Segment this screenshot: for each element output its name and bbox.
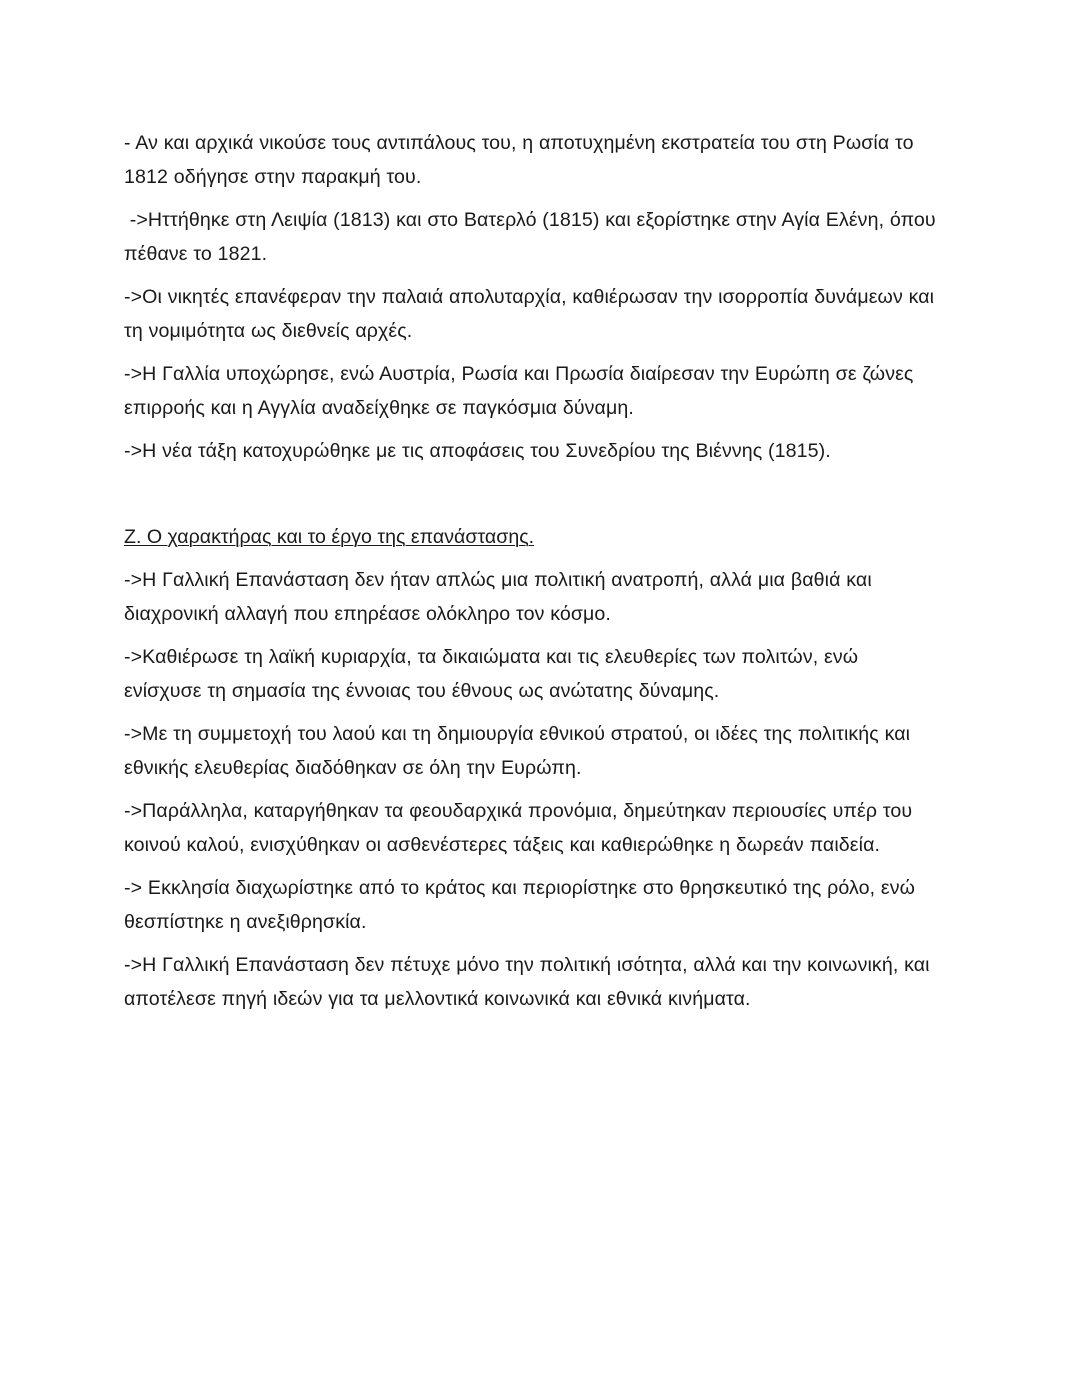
- section-heading-z: [124, 520, 936, 554]
- paragraph-revolution-deep-change: ->Η Γαλλική Επανάσταση δεν ήταν απλώς μια πολιτική ανατροπή, αλλά μια βαθιά και διαχρονική αλλαγή που επηρέασε ολόκληρο τον κόσμο.: [124, 569, 878, 625]
- paragraph-france-retreat-powers: ->Η Γαλλία υποχώρησε, ενώ Αυστρία, Ρωσία και Πρωσία διαίρεσαν την Ευρώπη σε ζώνες επιρροής και η Αγγλία αναδείχθηκε σε παγκόσμια δύναμη.: [124, 363, 920, 419]
- paragraph-popular-sovereignty-rights: ->Καθιέρωσε τη λαϊκή κυριαρχία, τα δικαιώματα και τις ελευθερίες των πολιτών, ενώ ενίσχυσε τη σημασία της έννοιας του έθνους ως ανώτατης δύναμης.: [124, 646, 864, 702]
- paragraph-leipzig-waterloo-exile: ->Ηττήθηκε στη Λειψία (1813) και στο Βατερλό (1815) και εξορίστηκε στην Αγία Ελένη, όπου πέθανε το 1821.: [124, 209, 942, 265]
- paragraph-church-state-separation: -> Εκκλησία διαχωρίστηκε από το κράτος και περιορίστηκε στο θρησκευτικό της ρόλο, ενώ θεσπίστηκε η ανεξιθρησκία.: [124, 877, 921, 933]
- paragraph-national-army-ideas-spread: ->Με τη συμμετοχή του λαού και τη δημιουργία εθνικού στρατού, οι ιδέες της πολιτικής και εθνικής ελευθερίας διαδόθηκαν σε όλη την Ευρώπη.: [124, 723, 916, 779]
- paragraph-feudal-privileges-abolished: ->Παράλληλα, καταργήθηκαν τα φεουδαρχικά προνόμια, δημεύτηκαν περιουσίες υπέρ του κοινού καλού, ενισχύθηκαν οι ασθενέστερες τάξεις και καθιερώθηκε η δωρεάν παιδεία.: [124, 800, 918, 856]
- section-heading-z-text: Ζ. Ο χαρακτήρας και το έργο της επανάστασης.: [124, 526, 535, 548]
- paragraph-congress-of-vienna: ->Η νέα τάξη κατοχυρώθηκε με τις αποφάσεις του Συνεδρίου της Βιέννης (1815).: [124, 440, 831, 462]
- paragraph-napoleon-decline: - Αν και αρχικά νικούσε τους αντιπάλους του, η αποτυχημένη εκστρατεία του στη Ρωσία το 1812 οδήγησε στην παρακμή του.: [124, 132, 920, 188]
- paragraph-political-social-equality: ->Η Γαλλική Επανάσταση δεν πέτυχε μόνο την πολιτική ισότητα, αλλά και την κοινωνική, και αποτέλεσε πηγή ιδεών για τα μελλοντικά κοινωνικά και εθνικά κινήματα.: [124, 954, 936, 1010]
- paragraph-victors-restoration: ->Οι νικητές επανέφεραν την παλαιά απολυταρχία, καθιέρωσαν την ισορροπία δυνάμεων και τη νομιμότητα ως διεθνείς αρχές.: [124, 286, 940, 342]
- empty-paragraph-spacer: [124, 477, 936, 511]
- document-text-body: [124, 126, 942, 1016]
